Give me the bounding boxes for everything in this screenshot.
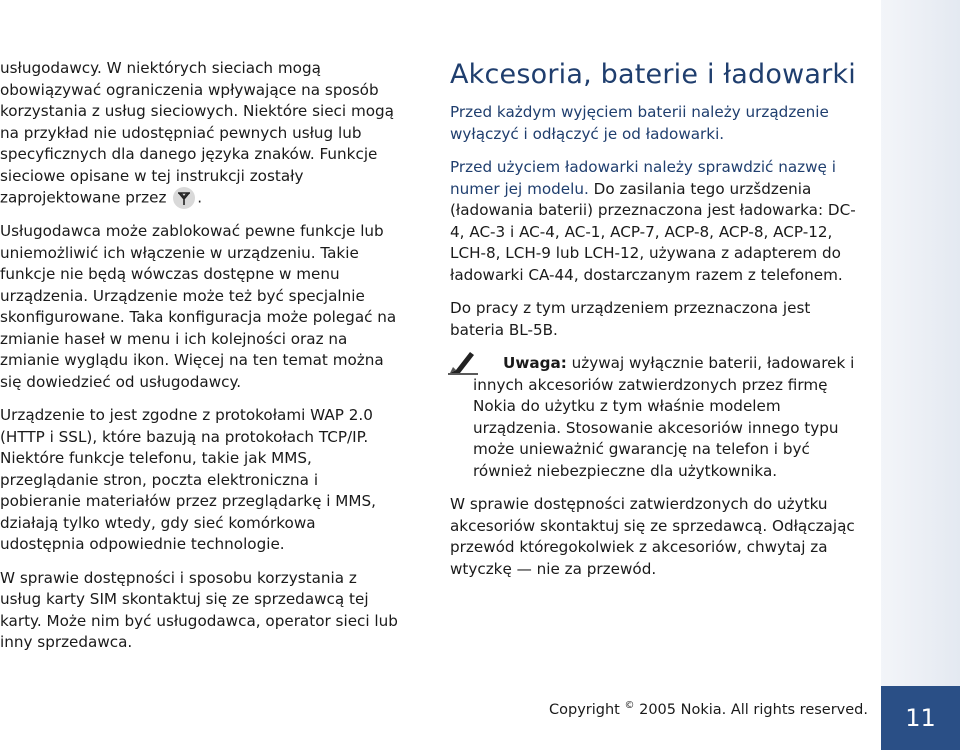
warning-pen-icon — [448, 351, 478, 382]
right-paragraph-1: Przed każdym wyjęciem baterii należy urządzenie wyłączyć i odłączyć je od ładowarki. — [450, 103, 829, 143]
warning-label: Uwaga: — [503, 354, 567, 372]
copyright-rest: 2005 Nokia. All rights reserved. — [639, 701, 868, 718]
page-side-bar — [881, 0, 960, 750]
right-column — [450, 58, 868, 592]
left-paragraph-4: W sprawie dostępności i sposobu korzystania z usług karty SIM skontaktuj się ze sprzedawcą tej karty. Może nim być usługodawca, operator sieci lub inny sprzedawca. — [0, 568, 398, 651]
section-heading: Akcesoria, baterie i ładowarki — [450, 59, 856, 90]
page-number: 11 — [881, 686, 960, 750]
right-paragraph-2-lead: Przed użyciem ładowarki należy sprawdzić nazwę i numer jej modelu. — [450, 158, 836, 198]
copyright-word: Copyright — [549, 701, 620, 718]
network-service-icon — [173, 187, 195, 209]
warning-note — [450, 353, 868, 482]
right-paragraph-2 — [450, 157, 868, 286]
right-paragraph-4: W sprawie dostępności zatwierdzonych do użytku akcesoriów skontaktuj się ze sprzedawcą. Odłączając przewód któregokolwiek z akcesoriów, chwytaj za wtyczkę — nie za przewód. — [450, 495, 855, 578]
right-paragraph-3: Do pracy z tym urządzeniem przeznaczona jest bateria BL-5B. — [450, 299, 811, 339]
left-paragraph-2: Usługodawca może zablokować pewne funkcje lub uniemożliwić ich włączenie w urządzeniu. Takie funkcje nie będą wówczas dostępne w menu urządzenia. Urządzenie może też być specjalnie skonfigurowane. Taka konfiguracja może polegać na zmianie haseł w menu i ich kolejności oraz na zmianie wyglądu ikon. Więcej na ten temat można się dowiedzieć od usługodawcy. — [0, 222, 397, 391]
footer-copyright — [520, 700, 868, 718]
left-column — [0, 58, 400, 666]
left-paragraph-1-text: usługodawcy. W niektórych sieciach mogą obowiązywać ograniczenia wpływające na sposób korzystania z usług sieciowych. Niektóre sieci mogą na przykład nie udostępniać pewnych usług lub specyficznych dla danego języka znaków. Funkcje sieciowe opisane w tej instrukcji zostały zaprojektowane przez — [0, 59, 394, 207]
left-paragraph-3: Urządzenie to jest zgodne z protokołami WAP 2.0 (HTTP i SSL), które bazują na protokołach TCP/IP. Niektóre funkcje telefonu, takie jak MMS, przeglądanie stron, poczta elektroniczna i pobieranie materiałów przez przeglądarkę i MMS, działają tylko wtedy, gdy sieć komórkowa udostępnia odpowiednie technologie. — [0, 406, 376, 553]
left-paragraph-1-end: . — [197, 188, 203, 207]
warning-body — [473, 353, 868, 482]
right-paragraph-2-body: Do zasilania tego urzšdzenia (ładowania baterii) przeznaczona jest ładowarka: DC-4, AC-3 i AC-4, AC-1, ACP-7, ACP-8, ACP-8, ACP-12, LCH-8, LCH-9 lub LCH-12, używana z adapterem do ładowarki CA-44, dostarczanym razem z telefonem. — [450, 179, 856, 284]
left-paragraph-1 — [0, 58, 400, 209]
copyright-symbol: © — [624, 700, 635, 711]
warning-text: używaj wyłącznie baterii, ładowarek i innych akcesoriów zatwierdzonych przez firmę Nokia do użytku z tym właśnie modelem urządzenia. Stosowanie akcesoriów innego typu może unieważnić gwarancję na telefon i być również niebezpieczne dla użytkownika. — [473, 354, 855, 480]
